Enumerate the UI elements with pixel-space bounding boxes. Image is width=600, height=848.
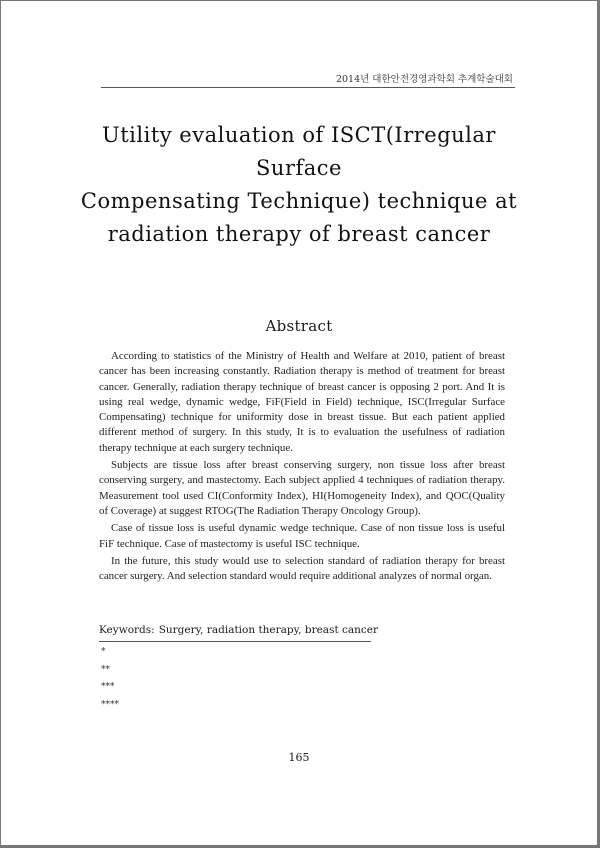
keywords-label: Keywords:: [99, 624, 155, 636]
affiliation-item: [101, 644, 461, 662]
keywords-value: Surgery, radiation therapy, breast cancer: [158, 624, 379, 636]
title-block: [61, 119, 537, 251]
affiliation-item: [101, 662, 461, 680]
affiliation-mark: ***: [101, 682, 115, 692]
abstract-paragraph: Case of tissue loss is useful dynamic wedge technique. Case of non tissue loss is useful FiF technique. Case of mastectomy is useful ISC technique.: [99, 522, 505, 550]
affiliation-mark: ****: [101, 699, 119, 710]
affiliation-item: [101, 697, 461, 715]
abstract-paragraph: In the future, this study would use to selection standard of radiation therapy for breast cancer surgery. And selection standard would require additional analyzes of normal organ.: [99, 554, 505, 583]
abstract-heading: Abstract: [265, 317, 333, 335]
title-en-line-2: Compensating Technique) technique at: [80, 189, 518, 213]
abstract-paragraph: Subjects are tissue loss after breast conserving surgery, non tissue loss after breast conserving surgery, and mastectomy. Each subject applied 4 techniques of radiation therapy. Measurement tool used CI(Conformity Index), HI(Homogeneity Index), and QOC(Quality of Coverage) at suggest RTOG(The Radiation Therapy Oncology Group).: [99, 459, 505, 517]
affiliation-item: [101, 679, 461, 697]
affiliations: [101, 644, 461, 714]
abstract-paragraph: According to statistics of the Ministry of Health and Welfare at 2010, patient of breast cancer has been increasing constantly. Radiation therapy is method of treatment for breast cancer. Generally, radiation therapy technique of breast cancer is opposing 2 port. And It is using real wedge, dynamic wedge, FiF(Field in Field) technique, ISC(Irregular Surface Compensating) technique for uniformity dose in breast tissue. But each patient applied different method of surgery. In this study, It is to evaluation the usefulness of radiation therapy technique at each surgery technique.: [99, 350, 505, 454]
header-rule: [101, 87, 515, 88]
page-number: 165: [288, 751, 310, 764]
affiliation-mark: **: [101, 664, 110, 675]
abstract-body: [99, 349, 505, 586]
affiliation-mark: *: [101, 647, 106, 657]
running-header: 2014년 대한안전경영과학회 추계학술대회: [335, 74, 513, 85]
title-en-line-3: radiation therapy of breast cancer: [107, 222, 491, 246]
affiliation-rule: [99, 641, 371, 642]
title-en-line-1: Utility evaluation of ISCT(Irregular Surface: [102, 123, 496, 180]
keywords: [99, 624, 509, 636]
